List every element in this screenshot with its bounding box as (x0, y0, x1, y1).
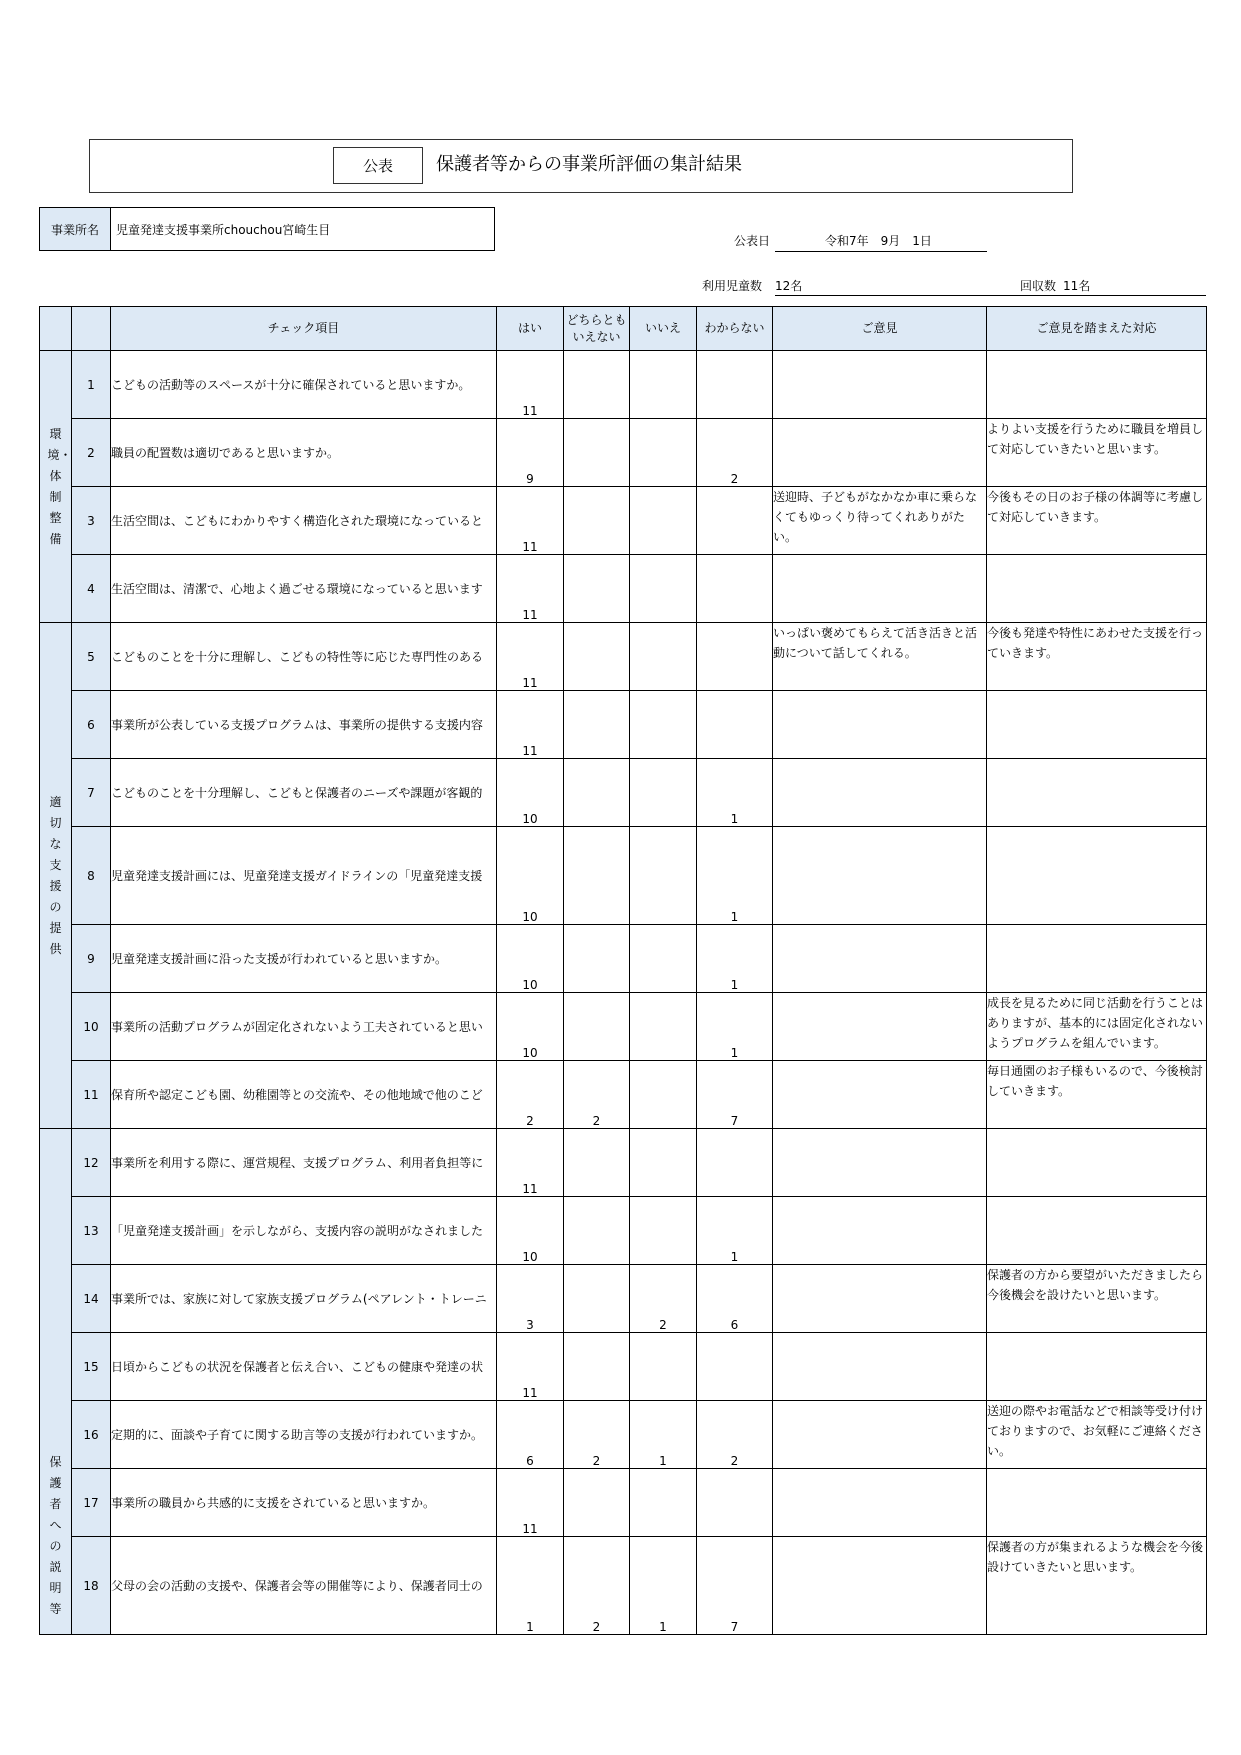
office-name-box (39, 207, 495, 251)
check-item-text: こどものことを十分に理解し、こどもの特性等に応じた専門性のある (111, 623, 497, 691)
check-item-text: 事業所を利用する際に、運営規程、支援プログラム、利用者負担等に (111, 1129, 497, 1197)
response-text: よりよい支援を行うために職員を増員して対応していきたいと思います。 (987, 419, 1207, 487)
check-item-text: 事業所の職員から共感的に支援をされていると思いますか。 (111, 1469, 497, 1537)
table-row (40, 1129, 1207, 1197)
check-item-text: こどものことを十分理解し、こどもと保護者のニーズや課題が客観的 (111, 759, 497, 827)
collected-count-label: 回収数 (1020, 279, 1057, 293)
response-text: 毎日通園のお子様もいるので、今後検討していきます。 (987, 1061, 1207, 1129)
collected-count-value: 11名 (1063, 279, 1091, 293)
office-name-value: 児童発達支援事業所chouchou宮崎生目 (116, 222, 331, 237)
table-header-row (40, 307, 1207, 351)
response-text: 成長を見るために同じ活動を行うことはありますが、基本的には固定化されないようプログラムを組んでいます。 (987, 993, 1207, 1061)
answer-no (630, 351, 697, 419)
answer-unknown (697, 1129, 773, 1197)
check-item-text: 生活空間は、清潔で、心地よく過ごせる環境になっていると思います (111, 555, 497, 623)
answer-yes: 11 (497, 351, 564, 419)
table-row (40, 993, 1207, 1061)
answer-no: 2 (630, 1265, 697, 1333)
row-number: 17 (72, 1469, 111, 1537)
opinion-text (773, 1265, 987, 1333)
answer-unknown: 2 (697, 1401, 773, 1469)
answer-neither (564, 1333, 630, 1401)
section-label: 適切な支援の提供 (49, 794, 62, 956)
answer-yes: 11 (497, 1129, 564, 1197)
answer-neither (564, 759, 630, 827)
answer-yes: 3 (497, 1265, 564, 1333)
answer-yes: 6 (497, 1401, 564, 1469)
answer-no (630, 1333, 697, 1401)
opinion-text: 送迎時、子どもがなかなか車に乗らなくてもゆっくり待ってくれありがたい。 (773, 487, 987, 555)
answer-neither (564, 351, 630, 419)
answer-neither (564, 555, 630, 623)
answer-unknown (697, 487, 773, 555)
opinion-text (773, 759, 987, 827)
answer-yes: 11 (497, 1333, 564, 1401)
table-row (40, 419, 1207, 487)
check-item-text: 保育所や認定こども園、幼稚園等との交流や、その他地域で他のこど (111, 1061, 497, 1129)
answer-unknown (697, 555, 773, 623)
answer-unknown: 7 (697, 1537, 773, 1635)
col-unknown: わからない (697, 307, 773, 351)
answer-yes: 10 (497, 925, 564, 993)
row-number: 2 (72, 419, 111, 487)
opinion-text (773, 827, 987, 925)
answer-no (630, 623, 697, 691)
row-number: 12 (72, 1129, 111, 1197)
table-row (40, 1061, 1207, 1129)
opinion-text (773, 1197, 987, 1265)
row-number: 5 (72, 623, 111, 691)
answer-neither (564, 993, 630, 1061)
opinion-text (773, 419, 987, 487)
section-label: 保護者への説明等 (49, 1455, 62, 1616)
row-number: 3 (72, 487, 111, 555)
answer-neither: 2 (564, 1061, 630, 1129)
opinion-text (773, 351, 987, 419)
row-number: 8 (72, 827, 111, 925)
answer-unknown: 2 (697, 419, 773, 487)
answer-unknown (697, 691, 773, 759)
answer-yes: 10 (497, 1197, 564, 1265)
row-number: 10 (72, 993, 111, 1061)
answer-unknown: 1 (697, 1197, 773, 1265)
answer-unknown: 1 (697, 759, 773, 827)
row-number: 14 (72, 1265, 111, 1333)
col-opinion: ご意見 (773, 307, 987, 351)
section-label-cell (40, 623, 72, 1129)
table-row (40, 623, 1207, 691)
answer-no (630, 759, 697, 827)
col-yes: はい (497, 307, 564, 351)
table-row (40, 351, 1207, 419)
check-item-text: 生活空間は、こどもにわかりやすく構造化された環境になっていると (111, 487, 497, 555)
answer-unknown: 1 (697, 827, 773, 925)
response-text: 今後も発達や特性にあわせた支援を行っていきます。 (987, 623, 1207, 691)
opinion-text (773, 925, 987, 993)
check-item-text: 事業所では、家族に対して家族支援プログラム(ペアレント・トレーニ (111, 1265, 497, 1333)
answer-neither (564, 691, 630, 759)
answer-neither (564, 487, 630, 555)
row-number: 15 (72, 1333, 111, 1401)
table-row (40, 555, 1207, 623)
row-number: 6 (72, 691, 111, 759)
answer-unknown: 1 (697, 925, 773, 993)
answer-neither (564, 925, 630, 993)
answer-no (630, 1197, 697, 1265)
table-row (40, 759, 1207, 827)
check-item-text: 児童発達支援計画には、児童発達支援ガイドラインの「児童発達支援 (111, 827, 497, 925)
answer-no (630, 691, 697, 759)
answer-no (630, 1469, 697, 1537)
response-text: 保護者の方が集まれるような機会を今後設けていきたいと思います。 (987, 1537, 1207, 1635)
response-text (987, 925, 1207, 993)
answer-yes: 10 (497, 759, 564, 827)
col-no: いいえ (630, 307, 697, 351)
publication-badge: 公表 (333, 147, 423, 184)
page-title: 保護者等からの事業所評価の集計結果 (436, 154, 742, 175)
response-text (987, 691, 1207, 759)
answer-neither (564, 827, 630, 925)
row-number: 18 (72, 1537, 111, 1635)
table-row (40, 925, 1207, 993)
response-text: 今後もその日のお子様の体調等に考慮して対応していきます。 (987, 487, 1207, 555)
response-text: 送迎の際やお電話などで相談等受け付けておりますので、お気軽にご連絡ください。 (987, 1401, 1207, 1469)
response-text: 保護者の方から要望がいただきましたら今後機会を設けたいと思います。 (987, 1265, 1207, 1333)
publication-date-value: 令和7年 9月 1日 (825, 234, 932, 248)
table-row (40, 1537, 1207, 1635)
response-text (987, 1469, 1207, 1537)
section-label-cell (40, 1129, 72, 1635)
answer-yes: 11 (497, 1469, 564, 1537)
children-count-label: 利用児童数 (702, 279, 763, 293)
office-name-label: 事業所名 (40, 208, 111, 250)
answer-yes: 11 (497, 623, 564, 691)
answer-no: 1 (630, 1401, 697, 1469)
publication-date-underline (775, 251, 987, 252)
check-item-text: 「児童発達支援計画」を示しながら、支援内容の説明がなされました (111, 1197, 497, 1265)
answer-no (630, 555, 697, 623)
table-row (40, 1333, 1207, 1401)
publication-date-label: 公表日 (734, 234, 771, 248)
answer-no (630, 1061, 697, 1129)
answer-neither (564, 1129, 630, 1197)
answer-unknown (697, 623, 773, 691)
check-item-text: 定期的に、面談や子育てに関する助言等の支援が行われていますか。 (111, 1401, 497, 1469)
table-row (40, 487, 1207, 555)
table-row (40, 1401, 1207, 1469)
check-item-text: 父母の会の活動の支援や、保護者会等の開催等により、保護者同士の (111, 1537, 497, 1635)
opinion-text (773, 1061, 987, 1129)
answer-unknown: 6 (697, 1265, 773, 1333)
row-number: 16 (72, 1401, 111, 1469)
row-number: 7 (72, 759, 111, 827)
answer-yes: 1 (497, 1537, 564, 1635)
response-text (987, 827, 1207, 925)
response-text (987, 1197, 1207, 1265)
answer-no (630, 419, 697, 487)
table-row (40, 1197, 1207, 1265)
header-number-cell (72, 307, 111, 351)
answer-no (630, 1129, 697, 1197)
table-row (40, 827, 1207, 925)
row-number: 11 (72, 1061, 111, 1129)
answer-yes: 11 (497, 691, 564, 759)
answer-yes: 11 (497, 487, 564, 555)
response-text (987, 1129, 1207, 1197)
answer-unknown: 1 (697, 993, 773, 1061)
children-count-value: 12名 (775, 279, 803, 293)
table-row (40, 1469, 1207, 1537)
answer-unknown (697, 351, 773, 419)
answer-unknown (697, 1333, 773, 1401)
answer-yes: 10 (497, 993, 564, 1061)
col-response: ご意見を踏まえた対応 (987, 307, 1207, 351)
answer-unknown: 7 (697, 1061, 773, 1129)
row-number: 13 (72, 1197, 111, 1265)
evaluation-table (39, 306, 1207, 1635)
answer-neither (564, 1469, 630, 1537)
answer-no (630, 993, 697, 1061)
answer-no: 1 (630, 1537, 697, 1635)
answer-yes: 10 (497, 827, 564, 925)
response-text (987, 351, 1207, 419)
check-item-text: 事業所の活動プログラムが固定化されないよう工夫されていると思い (111, 993, 497, 1061)
opinion-text (773, 1469, 987, 1537)
opinion-text (773, 1401, 987, 1469)
response-text (987, 759, 1207, 827)
answer-neither (564, 1197, 630, 1265)
response-text (987, 555, 1207, 623)
answer-unknown (697, 1469, 773, 1537)
col-check-item: チェック項目 (111, 307, 497, 351)
opinion-text (773, 993, 987, 1061)
response-text (987, 1333, 1207, 1401)
check-item-text: こどもの活動等のスペースが十分に確保されていると思いますか。 (111, 351, 497, 419)
count-underline (775, 295, 1206, 296)
opinion-text (773, 1333, 987, 1401)
row-number: 9 (72, 925, 111, 993)
answer-no (630, 827, 697, 925)
answer-yes: 9 (497, 419, 564, 487)
check-item-text: 職員の配置数は適切であると思いますか。 (111, 419, 497, 487)
answer-neither: 2 (564, 1401, 630, 1469)
answer-neither (564, 419, 630, 487)
answer-neither (564, 623, 630, 691)
opinion-text (773, 555, 987, 623)
opinion-text: いっぱい褒めてもらえて活き活きと活動について話してくれる。 (773, 623, 987, 691)
check-item-text: 児童発達支援計画に沿った支援が行われていると思いますか。 (111, 925, 497, 993)
row-number: 1 (72, 351, 111, 419)
row-number: 4 (72, 555, 111, 623)
header-section-cell (40, 307, 72, 351)
table-row (40, 1265, 1207, 1333)
answer-yes: 11 (497, 555, 564, 623)
opinion-text (773, 1537, 987, 1635)
answer-no (630, 487, 697, 555)
table-row (40, 691, 1207, 759)
answer-neither (564, 1265, 630, 1333)
check-item-text: 事業所が公表している支援プログラムは、事業所の提供する支援内容 (111, 691, 497, 759)
opinion-text (773, 1129, 987, 1197)
col-neither: どちらとも いえない (564, 307, 630, 351)
check-item-text: 日頃からこどもの状況を保護者と伝え合い、こどもの健康や発達の状 (111, 1333, 497, 1401)
opinion-text (773, 691, 987, 759)
answer-no (630, 925, 697, 993)
answer-yes: 2 (497, 1061, 564, 1129)
answer-neither: 2 (564, 1537, 630, 1635)
section-label-cell (40, 351, 72, 623)
section-label: 環境・体制整備 (47, 426, 72, 546)
